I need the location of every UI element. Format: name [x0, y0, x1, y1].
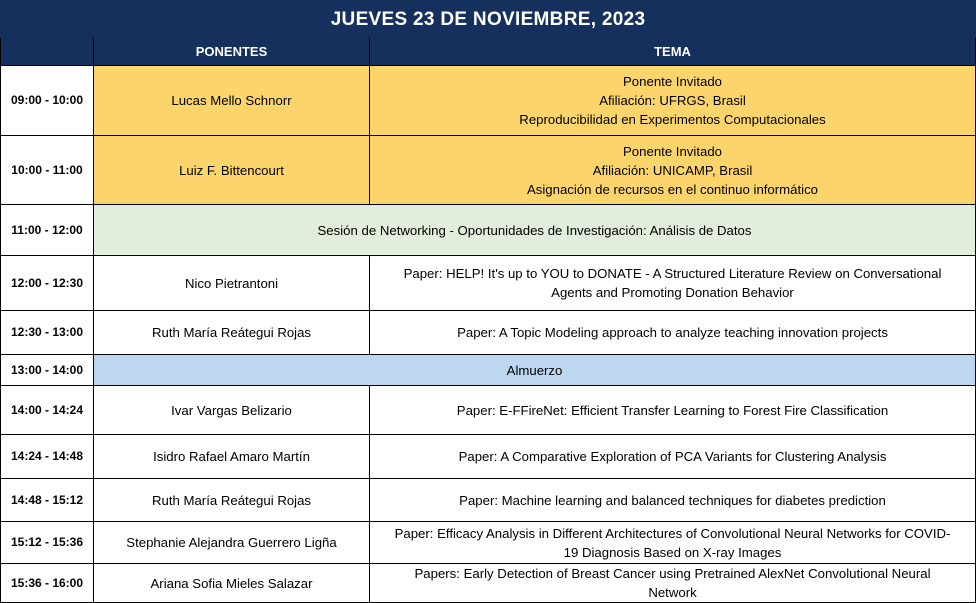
speaker-cell: Ivar Vargas Belizario [94, 386, 370, 435]
time-cell: 13:00 - 14:00 [1, 355, 94, 386]
topic-cell [370, 479, 976, 522]
topic-line: Paper: A Topic Modeling approach to analyze teaching innovation projects [457, 325, 888, 340]
table-row [1, 66, 976, 136]
speaker-cell: Ariana Sofia Mieles Salazar [94, 564, 370, 603]
time-cell: 12:00 - 12:30 [1, 256, 94, 311]
table-row [1, 435, 976, 479]
time-cell: 09:00 - 10:00 [1, 66, 94, 136]
time-cell: 14:00 - 14:24 [1, 386, 94, 435]
speaker-cell: Lucas Mello Schnorr [94, 66, 370, 136]
topic-header: TEMA [370, 38, 976, 66]
topic-cell [370, 136, 976, 205]
topic-line: Afiliación: UNICAMP, Brasil [592, 162, 753, 178]
table-row [1, 311, 976, 355]
topic-line: Ponente Invitado [623, 74, 722, 89]
topic-line: Paper: Machine learning and balanced techniques for diabetes prediction [459, 492, 886, 508]
networking-session-cell: Sesión de Networking - Oportunidades de Investigación: Análisis de Datos [94, 205, 976, 256]
topic-line: Paper: HELP! It's up to YOU to DONATE - A Structured Literature Review on Conversational [403, 266, 942, 281]
topic-line: Agents and Promoting Donation Behavior [551, 285, 794, 300]
time-header [1, 38, 94, 66]
speaker-cell: Stephanie Alejandra Guerrero Ligña [94, 522, 370, 564]
time-cell: 14:48 - 15:12 [1, 479, 94, 522]
time-cell: 11:00 - 12:00 [1, 205, 94, 256]
speaker-cell: Ruth María Reátegui Rojas [94, 479, 370, 522]
topic-cell [370, 311, 976, 355]
table-row [1, 479, 976, 522]
topic-cell [370, 256, 976, 311]
table-row [1, 256, 976, 311]
topic-line: Asignación de recursos en el continuo informático [526, 181, 819, 197]
topic-cell [370, 435, 976, 479]
topic-line: Afiliación: UFRGS, Brasil [599, 93, 746, 108]
time-cell: 14:24 - 14:48 [1, 435, 94, 479]
time-cell: 10:00 - 11:00 [1, 136, 94, 205]
time-cell: 12:30 - 13:00 [1, 311, 94, 355]
topic-line: Papers: Early Detection of Breast Cancer using Pretrained AlexNet Convolutional Neural [414, 566, 931, 581]
topic-line: Ponente Invitado [623, 143, 722, 159]
topic-cell [370, 564, 976, 603]
topic-line: 19 Diagnosis Based on X-ray Images [563, 544, 782, 560]
time-cell: 15:36 - 16:00 [1, 564, 94, 603]
topic-line: Reproducibilidad en Experimentos Computacionales [519, 112, 826, 127]
topic-line: Paper: A Comparative Exploration of PCA Variants for Clustering Analysis [458, 449, 887, 464]
speaker-cell: Nico Pietrantoni [94, 256, 370, 311]
table-row [1, 355, 976, 386]
time-cell: 15:12 - 15:36 [1, 522, 94, 564]
speaker-cell: Ruth María Reátegui Rojas [94, 311, 370, 355]
topic-cell [370, 386, 976, 435]
lunch-cell: Almuerzo [94, 355, 976, 386]
topic-line: Network [648, 585, 697, 600]
speaker-cell: Isidro Rafael Amaro Martín [94, 435, 370, 479]
schedule-title: JUEVES 23 DE NOVIEMBRE, 2023 [1, 1, 976, 38]
topic-cell [370, 522, 976, 564]
table-row [1, 522, 976, 564]
table-row [1, 386, 976, 435]
topic-cell [370, 66, 976, 136]
table-row [1, 205, 976, 256]
topic-line: Paper: E-FFireNet: Efficient Transfer Learning to Forest Fire Classification [456, 402, 889, 418]
table-row [1, 136, 976, 205]
speaker-cell: Luiz F. Bittencourt [94, 136, 370, 205]
topic-line: Paper: Efficacy Analysis in Different Architectures of Convolutional Neural Networks for COVID- [394, 525, 951, 541]
table-row [1, 564, 976, 603]
speakers-header: PONENTES [94, 38, 370, 66]
